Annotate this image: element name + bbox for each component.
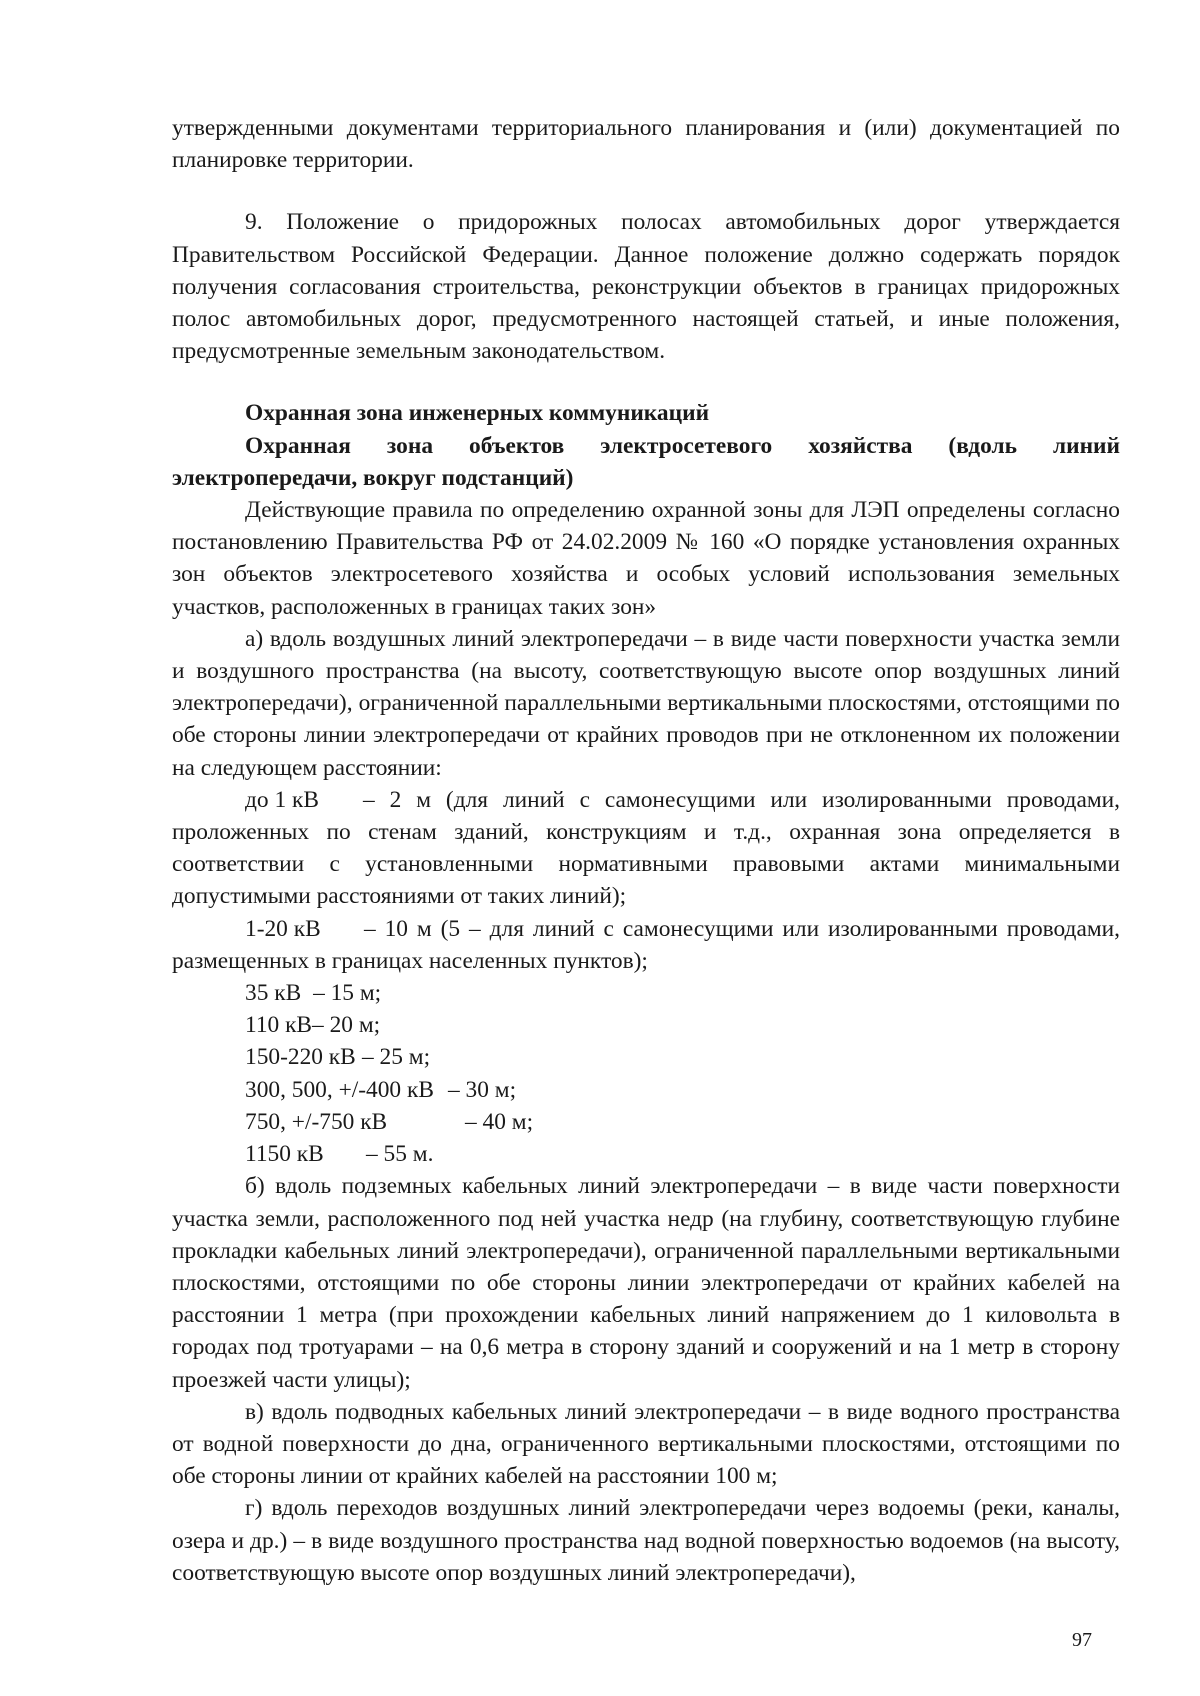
voltage-row bbox=[245, 1138, 1120, 1170]
voltage-distance: – 30 м; bbox=[448, 1076, 517, 1103]
page-number: 97 bbox=[1072, 1629, 1092, 1651]
voltage-text: – 2 м (для линий с самонесущими или изолированными проводами, проложенных по стенам зданий, конструкциям и т.д., охранная зона определяется в соответствии с установленными нормативными правовыми актами минимальными допустимыми расстояниями от таких линий); bbox=[172, 786, 1120, 910]
voltage-label: 750, +/-750 кВ bbox=[245, 1108, 388, 1135]
voltage-row bbox=[245, 1041, 1120, 1073]
voltage-row bbox=[245, 1009, 1120, 1041]
document-page bbox=[172, 112, 1120, 1589]
voltage-label: 35 кВ bbox=[245, 980, 302, 1007]
voltage-text: – 10 м (5 – для линий с самонесущими или изолированными проводами, размещенных в границах населенных пунктов); bbox=[172, 915, 1120, 974]
item-a-paragraph: а) вдоль воздушных линий электропередачи – в виде части поверхности участка земли и воздушного пространства (на высоту, соответствующую высоте опор воздушных линий электропередачи), ограниченной параллельными вертикальными плоскостями, отстоящими по обе стороны линии электропередачи от крайних проводов при не отклоненном их положении на следующем расстоянии: bbox=[172, 625, 1120, 781]
voltage-label: 150-220 кВ bbox=[245, 1044, 356, 1071]
heading-engineering-communications: Охранная зона инженерных коммуникаций bbox=[245, 400, 710, 427]
voltage-row bbox=[245, 977, 1120, 1009]
top-continuation-paragraph: утвержденными документами территориального планирования и (или) документацией по планировке территории. bbox=[172, 115, 1120, 174]
voltage-row bbox=[245, 1074, 1120, 1106]
voltage-distance: – 15 м; bbox=[307, 980, 382, 1007]
voltage-1-20kv bbox=[172, 913, 1120, 977]
item-b-paragraph: б) вдоль подземных кабельных линий электропередачи – в виде части поверхности участка земли, расположенного под ней участка недр (на глубину, соответствующую глубине прокладки кабельных линий электропередачи), ограниченной параллельными вертикальными плоскостями, отстоящими по обе стороны линии электропередачи от крайних кабелей на расстоянии 1 метра (при прохождении кабельных линий напряжением до 1 киловольта в городах под тротуарами – на 0,6 метра в сторону зданий и сооружений и на 1 метр в сторону проезжей части улицы); bbox=[172, 1173, 1120, 1393]
point-9-paragraph: 9. Положение о придорожных полосах автомобильных дорог утверждается Правительством Российской Федерации. Данное положение должно содержать порядок получения согласования строительства, реконструкции объектов в границах придорожных полос автомобильных дорог, предусмотренного настоящей статьей, и иные положения, предусмотренные земельным законодательством. bbox=[172, 209, 1120, 365]
voltage-label: 110 кВ bbox=[245, 1012, 313, 1039]
voltage-distance: – 20 м; bbox=[312, 1012, 381, 1039]
voltage-distance: – 55 м. bbox=[366, 1141, 434, 1168]
voltage-row bbox=[245, 1106, 1120, 1138]
voltage-label: 300, 500, +/-400 кВ bbox=[245, 1076, 434, 1103]
voltage-distance: – 40 м; bbox=[465, 1108, 534, 1135]
voltage-label: 1150 кВ bbox=[245, 1141, 324, 1168]
voltage-label: до 1 кВ bbox=[245, 786, 319, 813]
item-v-paragraph: в) вдоль подводных кабельных линий электропередачи – в виде водного пространства от водной поверхности до дна, ограниченного вертикальными плоскостями, отстоящими по обе стороны линии от крайних кабелей на расстоянии 100 м; bbox=[172, 1398, 1120, 1490]
item-g-paragraph: г) вдоль переходов воздушных линий электропередачи через водоемы (реки, каналы, озера и др.) – в виде воздушного пространства над водной поверхностью водоемов (на высоту, соответствующую высоте опор воздушных линий электропередачи), bbox=[172, 1495, 1120, 1586]
intro-paragraph: Действующие правила по определению охранной зоны для ЛЭП определены согласно постановлению Правительства РФ от 24.02.2009 № 160 «О порядке установления охранных зон объектов электросетевого хозяйства и особых условий использования земельных участков, расположенных в границах таких зон» bbox=[172, 497, 1120, 620]
voltage-up-to-1kv bbox=[172, 784, 1120, 913]
voltage-distance-list bbox=[172, 977, 1120, 1170]
voltage-label: 1-20 кВ bbox=[245, 915, 321, 942]
voltage-distance: – 25 м; bbox=[362, 1044, 431, 1071]
heading-power-grid-zone: Охранная зона объектов электросетевого хозяйства (вдоль линий электропередачи, вокруг подстанций) bbox=[172, 432, 1120, 491]
